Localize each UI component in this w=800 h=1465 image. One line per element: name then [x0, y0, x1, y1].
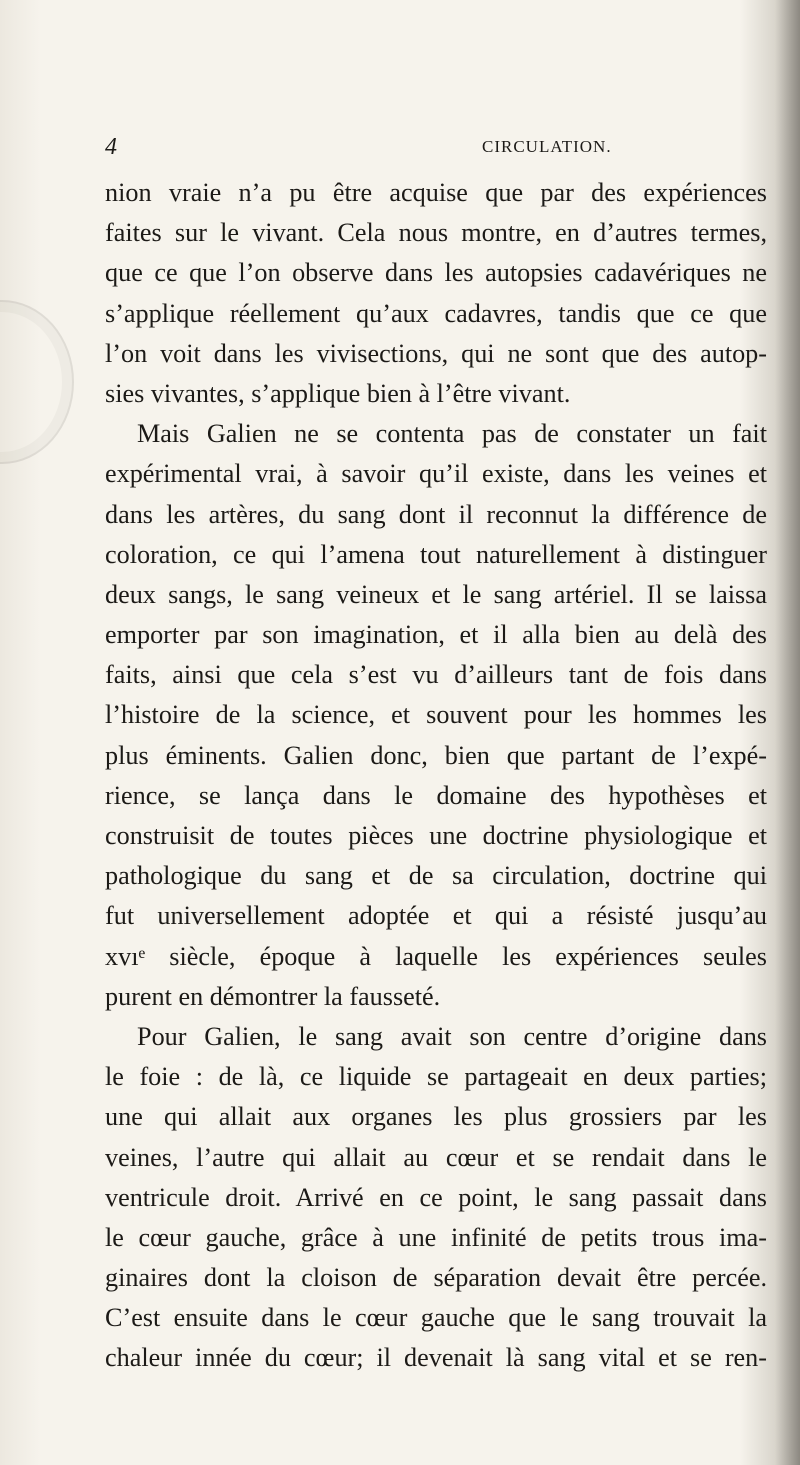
- text-line: rience, se lança dans le domaine des hypothèses et: [105, 780, 767, 810]
- text-line: dans les artères, du sang dont il reconnut la différence de: [105, 499, 767, 529]
- text-line: le cœur gauche, grâce à une infinité de petits trous ima-: [105, 1222, 767, 1252]
- text-line: nion vraie n’a pu être acquise que par des expériences: [105, 178, 767, 207]
- text-line: fut universellement adoptée et qui a résisté jusqu’au: [105, 901, 767, 931]
- text-line: chaleur innée du cœur; il devenait là sang vital et se ren-: [105, 1343, 767, 1373]
- page-header: [105, 132, 765, 162]
- text-line: l’on voit dans les vivisections, qui ne sont que des autop-: [105, 338, 767, 368]
- page-number: 4: [105, 134, 117, 160]
- text-line: pathologique du sang et de sa circulation, doctrine qui: [105, 861, 767, 891]
- text-line: sies vivantes, s’applique bien à l’être vivant.: [105, 378, 571, 408]
- text-line: ginaires dont la cloison de séparation devait être percée.: [105, 1263, 767, 1293]
- text-line: le foie : de là, ce liquide se partageait en deux parties;: [105, 1062, 767, 1092]
- text-line: faites sur le vivant. Cela nous montre, en d’autres termes,: [105, 218, 767, 248]
- text-line: s’applique réellement qu’aux cadavres, tandis que ce que: [105, 298, 767, 328]
- text-line: xvıᵉ siècle, époque à laquelle les expériences seules: [105, 941, 767, 971]
- text-line: veines, l’autre qui allait au cœur et se rendait dans le: [105, 1142, 767, 1172]
- text-line: que ce que l’on observe dans les autopsies cadavériques ne: [105, 258, 767, 288]
- body-text: [105, 173, 767, 1379]
- running-head: CIRCULATION.: [482, 137, 612, 156]
- text-line: C’est ensuite dans le cœur gauche que le sang trouvait la: [105, 1303, 767, 1333]
- text-line: l’histoire de la science, et souvent pour les hommes les: [105, 700, 767, 730]
- text-line: faits, ainsi que cela s’est vu d’ailleurs tant de fois dans: [105, 660, 767, 690]
- library-stamp-mark: [0, 300, 74, 464]
- text-line: coloration, ce qui l’amena tout naturellement à distinguer: [105, 539, 767, 569]
- paragraph-first-line: Mais Galien ne se contenta pas de constater un fait: [137, 419, 767, 449]
- text-line: deux sangs, le sang veineux et le sang artériel. Il se laissa: [105, 579, 767, 609]
- text-line: expérimental vrai, à savoir qu’il existe, dans les veines et: [105, 459, 767, 489]
- text-line: ventricule droit. Arrivé en ce point, le sang passait dans: [105, 1182, 767, 1212]
- paragraph-first-line: Pour Galien, le sang avait son centre d’origine dans: [137, 1021, 767, 1051]
- text-line: une qui allait aux organes les plus grossiers par les: [105, 1102, 767, 1132]
- text-line: construisit de toutes pièces une doctrine physiologique et: [105, 821, 767, 850]
- text-line: emporter par son imagination, et il alla bien au delà des: [105, 620, 767, 650]
- text-line: plus éminents. Galien donc, bien que partant de l’expé-: [105, 740, 767, 770]
- text-line: purent en démontrer la fausseté.: [105, 981, 441, 1011]
